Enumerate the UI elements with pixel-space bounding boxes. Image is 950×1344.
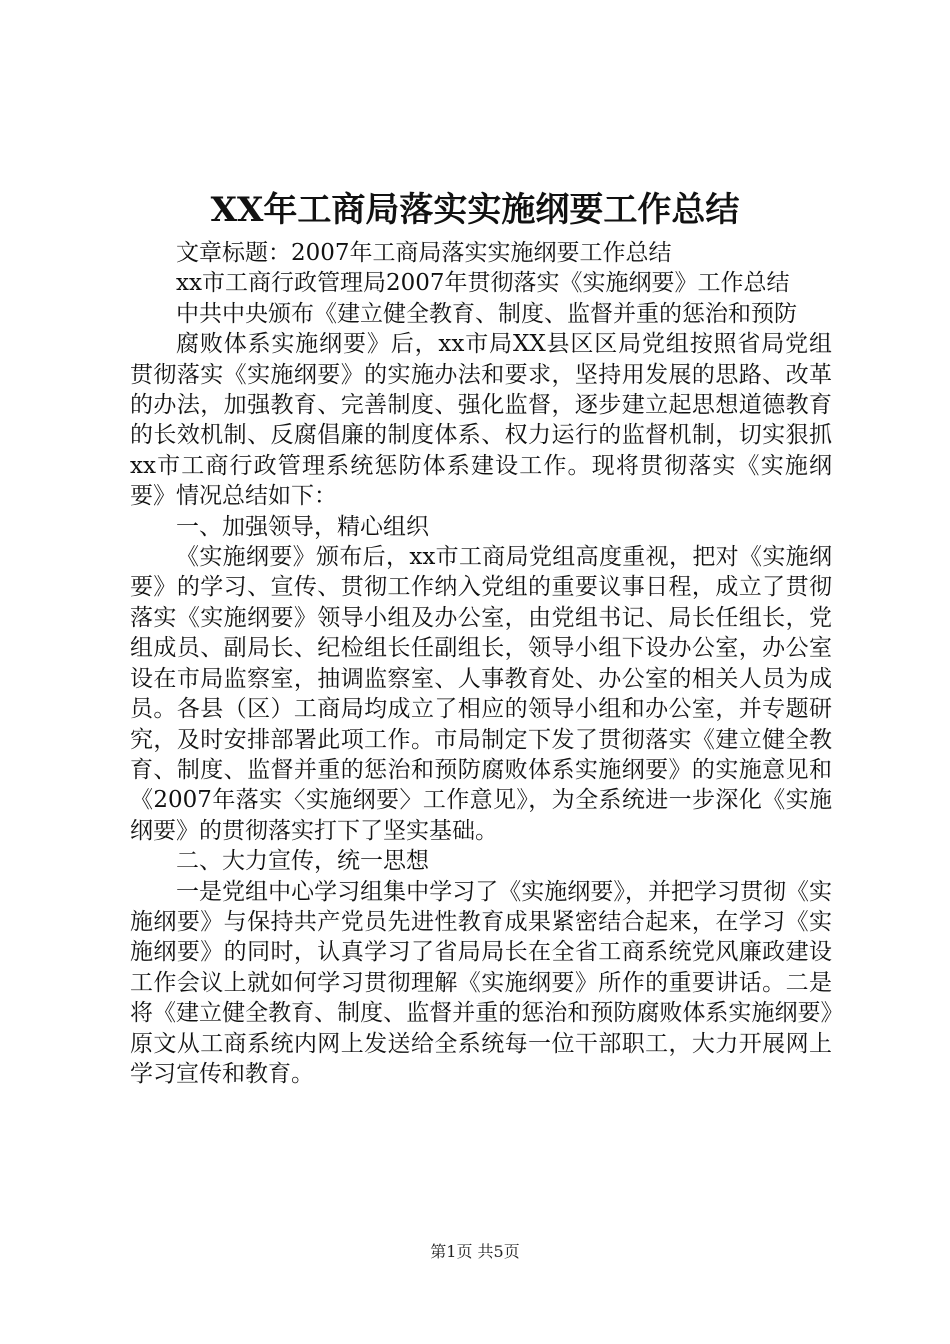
section-heading-2: 二、大力宣传，统一思想: [176, 848, 429, 875]
document-body: [130, 238, 832, 1089]
document-title: XX年工商局落实实施纲要工作总结: [210, 190, 740, 230]
paragraph-section-1: 《实施纲要》颁布后，xx市工商局党组高度重视，把对《实施纲要》的学习、宣传、贯彻工作纳入党组的重要议事日程，成立了贯彻落实《实施纲要》领导小组及办公室，由党组书记、局长任组长，党组成员、副局长、纪检组长任副组长，领导小组下设办公室，办公室设在市局监察室，抽调监察室、人事教育处、办公室的相关人员为成员。各县（区）工商局均成立了相应的领导小组和办公室，并专题研究，及时安排部署此项工作。市局制定下发了贯彻落实《建立健全教育、制度、监督并重的惩治和预防腐败体系实施纲要》的实施意见和《2007年落实〈实施纲要〉工作意见》，为全系统进一步深化《实施纲要》的贯彻落实打下了坚实基础。: [130, 544, 832, 844]
paragraph-intro-body: 腐败体系实施纲要》后，xx市局XX县区区局党组按照省局党组贯彻落实《实施纲要》的实施办法和要求，坚持用发展的思路、改革的办法，加强教育、完善制度、强化监督，逐步建立起思想道德教育的长效机制、反腐倡廉的制度体系、权力运行的监督机制，切实狠抓xx市工商行政管理系统惩防体系建设工作。现将贯彻落实《实施纲要》情况总结如下：: [130, 331, 832, 510]
page-footer: 第1页 共5页: [430, 1242, 520, 1261]
paragraph-intro-line: 中共中央颁布《建立健全教育、制度、监督并重的惩治和预防: [176, 300, 797, 327]
section-heading-1: 一、加强领导，精心组织: [176, 513, 429, 540]
paragraph-section-2: 一是党组中心学习组集中学习了《实施纲要》，并把学习贯彻《实施纲要》与保持共产党员先进性教育成果紧密结合起来，在学习《实施纲要》的同时，认真学习了省局局长在全省工商系统党风廉政建设工作会议上就如何学习贯彻理解《实施纲要》所作的重要讲话。二是将《建立健全教育、制度、监督并重的惩治和预防腐败体系实施纲要》原文从工商系统内网上发送给全系统每一位干部职工，大力开展网上学习宣传和教育。: [130, 878, 832, 1087]
paragraph-article-title: 文章标题：2007年工商局落实实施纲要工作总结: [176, 240, 672, 266]
paragraph-report-name: xx市工商行政管理局2007年贯彻落实《实施纲要》工作总结: [176, 270, 790, 297]
